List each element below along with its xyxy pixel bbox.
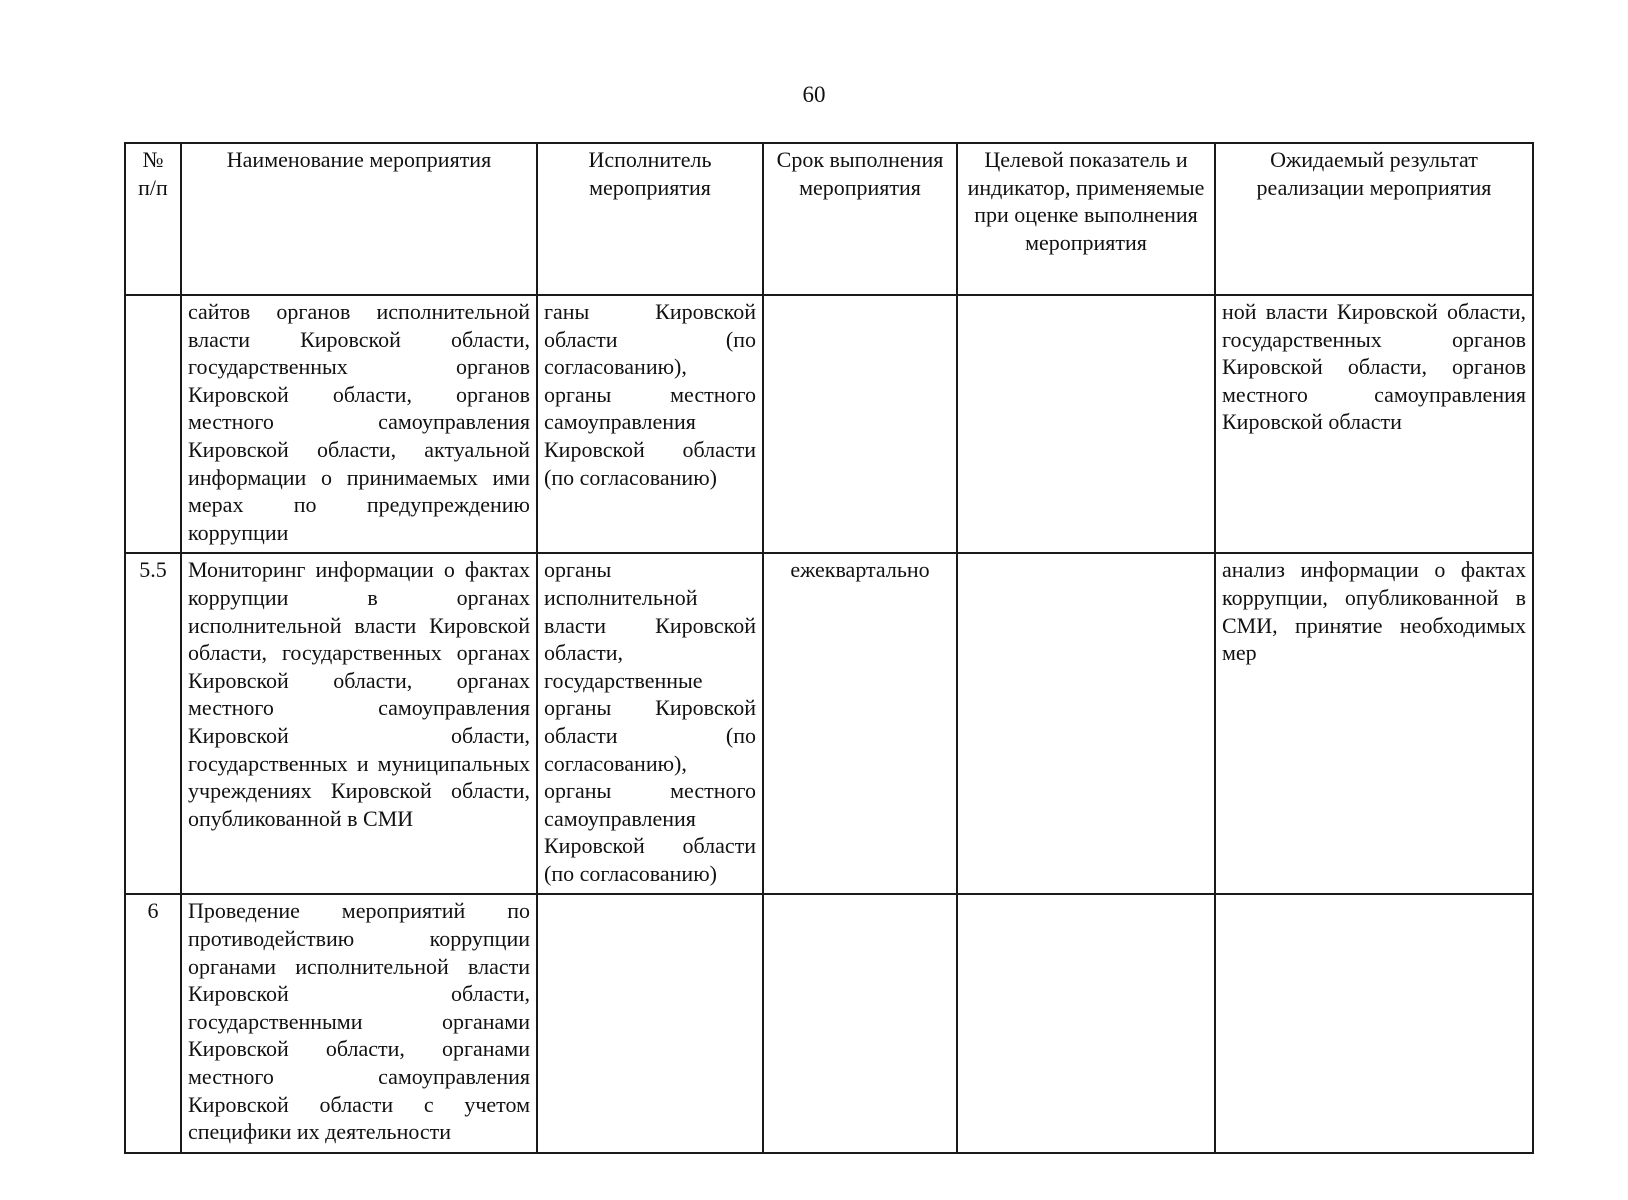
table-row [125,894,1533,1152]
cell-executor: ганы Кировской области (по согласованию), органы местного самоуправления Кировской области (по согласованию) [537,295,763,553]
cell-term: ежеквартально [763,553,957,894]
cell-term [763,894,957,1152]
cell-event-name: Проведение мероприятий по противодействию коррупции органами исполнительной власти Кировской области, государственными органами Кировской области, органами местного самоуправления Кировской области с учетом специфики их деятельности [181,894,537,1152]
header-executor: Исполнитель мероприятия [537,143,763,295]
header-indicator: Целевой показатель и индикатор, применяемые при оценке выполнения мероприятия [957,143,1215,295]
header-number: № п/п [125,143,181,295]
cell-executor [537,894,763,1152]
header-expected-result: Ожидаемый результат реализации мероприятия [1215,143,1533,295]
table-header-row [125,143,1533,295]
cell-term [763,295,957,553]
cell-indicator [957,295,1215,553]
header-term: Срок выполнения мероприятия [763,143,957,295]
cell-expected-result: анализ информации о фактах коррупции, опубликованной в СМИ, принятие необходимых мер [1215,553,1533,894]
cell-executor: органы исполнительной власти Кировской области, государственные органы Кировской области (по согласованию), органы местного самоуправления Кировской области (по согласованию) [537,553,763,894]
cell-indicator [957,553,1215,894]
cell-event-name: сайтов органов исполнительной власти Кировской области, государственных органов Кировской области, органов местного самоуправления Кировской области, актуальной информации о принимаемых ими мерах по предупреждению коррупции [181,295,537,553]
table-row [125,295,1533,553]
cell-number: 6 [125,894,181,1152]
page-number: 60 [802,82,826,107]
cell-number [125,295,181,553]
cell-event-name: Мониторинг информации о фактах коррупции в органах исполнительной власти Кировской области, государственных органах Кировской области, органах местного самоуправления Кировской области, государственных и муниципальных учреждениях Кировской области, опубликованной в СМИ [181,553,537,894]
cell-expected-result: ной власти Кировской области, государственных органов Кировской области, органов местного самоуправления Кировской области [1215,295,1533,553]
cell-indicator [957,894,1215,1152]
header-event-name: Наименование мероприятия [181,143,537,295]
action-plan-table [124,142,1534,1154]
cell-expected-result [1215,894,1533,1152]
table-row [125,553,1533,894]
cell-number: 5.5 [125,553,181,894]
